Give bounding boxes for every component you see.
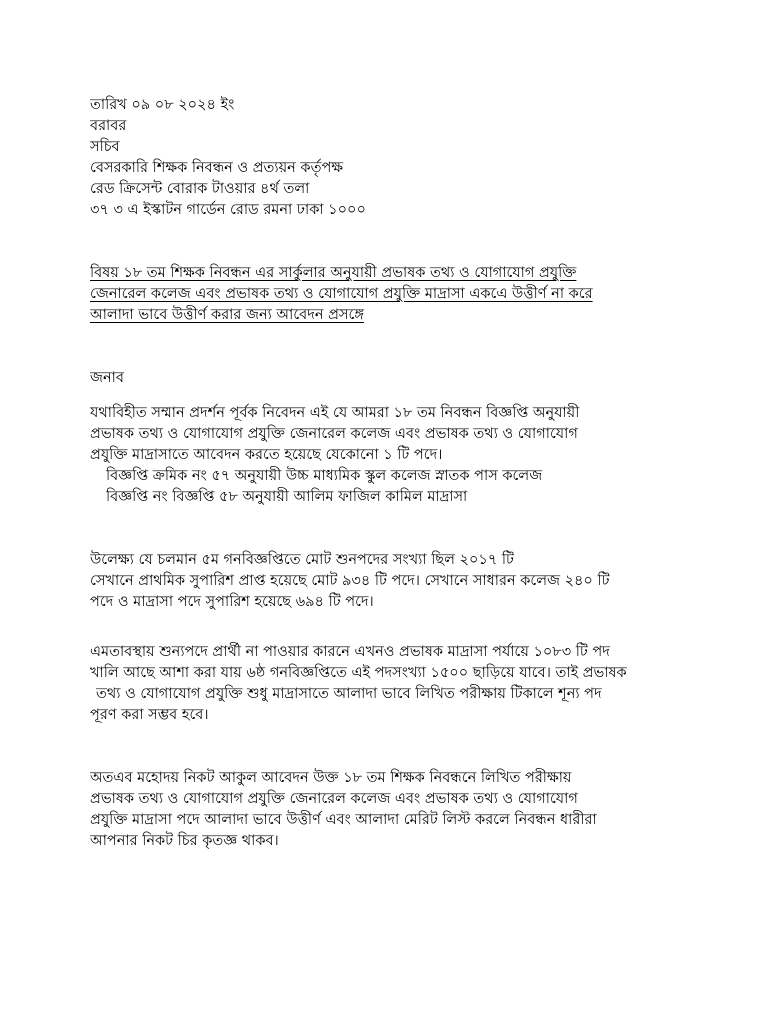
paragraph-line: বিজ্ঞপ্তি ক্রমিক নং ৫৭ অনুযায়ী উচ্চ মাধ্যমিক স্কুল কলেজ স্নাতক পাস কলেজ <box>106 468 543 484</box>
paragraph-line: উলেক্ষ্য যে চলমান ৫ম গনবিজ্ঞপ্তিতে মোট শুনপদের সংখ্যা ছিল ২০১৭ টি <box>90 552 514 568</box>
paragraph-line: প্রভাষক তথ্য ও যোগাযোগ প্রযুক্তি জেনারেল কলেজ এবং প্রভাষক তথ্য ও যোগাযোগ <box>90 426 578 442</box>
recipient-address: ৩৭ ৩ এ ইস্কাটন গার্ডেন রোড রমনা ঢাকা ১০০০ <box>90 202 366 218</box>
paragraph-line: তথ্য ও যোগাযোগ প্রযুক্তি শুধু মাদ্রাসাতে আলাদা ভাবে লিখিত পরীক্ষায় টিকালে শূন্য পদ <box>96 686 602 702</box>
paragraph-line: খালি আছে আশা করা যায় ৬ষ্ঠ গনবিজ্ঞপ্তিতে এই পদসংখ্যা ১৫০০ ছাড়িয়ে যাবে। তাই প্রভাষক <box>90 665 627 681</box>
recipient-organization: বেসরকারি শিক্ষক নিবন্ধন ও প্রত্যয়ন কর্তৃপক্ষ <box>90 160 344 176</box>
paragraph-line: পূরণ করা সম্ভব হবে। <box>90 707 209 723</box>
recipient-title: সচিব <box>90 139 120 155</box>
paragraph-line: এমতাবস্থায় শুন্যপদে প্রার্থী না পাওয়ার কারনে এখনও প্রভাষক মাদ্রাসা পর্যায়ে ১০৮৩ টি পদ <box>90 644 610 660</box>
paragraph-line: অতএব মহোদয় নিকট আকুল আবেদন উক্ত ১৮ তম শিক্ষক নিবন্ধনে লিখিত পরীক্ষায় <box>90 770 572 786</box>
subject-line: জেনারেল কলেজ এবং প্রভাষক তথ্য ও যোগাযোগ প্রযুক্তি মাদ্রাসা একএে উত্তীর্ণ না করে <box>90 286 593 302</box>
paragraph-line: সেখানে প্রাথমিক সুপারিশ প্রাপ্ত হয়েছে মোট ৯৩৪ টি পদে। সেখানে সাধারন কলেজ ২৪০ টি <box>90 573 610 589</box>
paragraph-line: যথাবিহীত সম্মান প্রদর্শন পূর্বক নিবেদন এই যে আমরা ১৮ তম নিবন্ধন বিজ্ঞপ্তি অনুযায়ী <box>90 405 580 421</box>
paragraph-line: প্রযুক্তি মাদ্রাসা পদে আলাদা ভাবে উত্তীর্ণ এবং আলাদা মেরিট লিস্ট করলে নিবন্ধন ধারীরা <box>90 812 597 828</box>
paragraph-line: পদে ও মাদ্রাসা পদে সুপারিশ হয়েছে ৬৯৪ টি পদে। <box>90 594 374 610</box>
paragraph-line: বিজ্ঞপ্তি নং বিজ্ঞপ্তি ৫৮ অনুযায়ী আলিম ফাজিল কামিল মাদ্রাসা <box>106 489 468 505</box>
subject-line: বিষয় ১৮ তম শিক্ষক নিবন্ধন এর সার্কুলার অনুযায়ী প্রভাষক তথ্য ও যোগাযোগ প্রযুক্তি <box>90 265 577 281</box>
letter-date: তারিখ ০৯ ০৮ ২০২৪ ইং <box>90 97 235 113</box>
letter-to: বরাবর <box>90 118 127 134</box>
paragraph-line: প্রযুক্তি মাদ্রাসাতে আবেদন করতে হয়েছে যেকোনো ১ টি পদে। <box>90 447 443 463</box>
recipient-building: রেড ক্রিসেন্ট বোরাক টাওয়ার ৪র্থ তলা <box>90 181 310 197</box>
paragraph-line: আপনার নিকট চির কৃতজ্ঞ থাকব। <box>90 833 279 849</box>
paragraph-line: প্রভাষক তথ্য ও যোগাযোগ প্রযুক্তি জেনারেল কলেজ এবং প্রভাষক তথ্য ও যোগাযোগ <box>90 791 578 807</box>
subject-line: আলাদা ভাবে উত্তীর্ণ করার জন্য আবেদন প্রসঙ্গে <box>90 307 364 323</box>
salutation: জনাব <box>90 370 124 386</box>
